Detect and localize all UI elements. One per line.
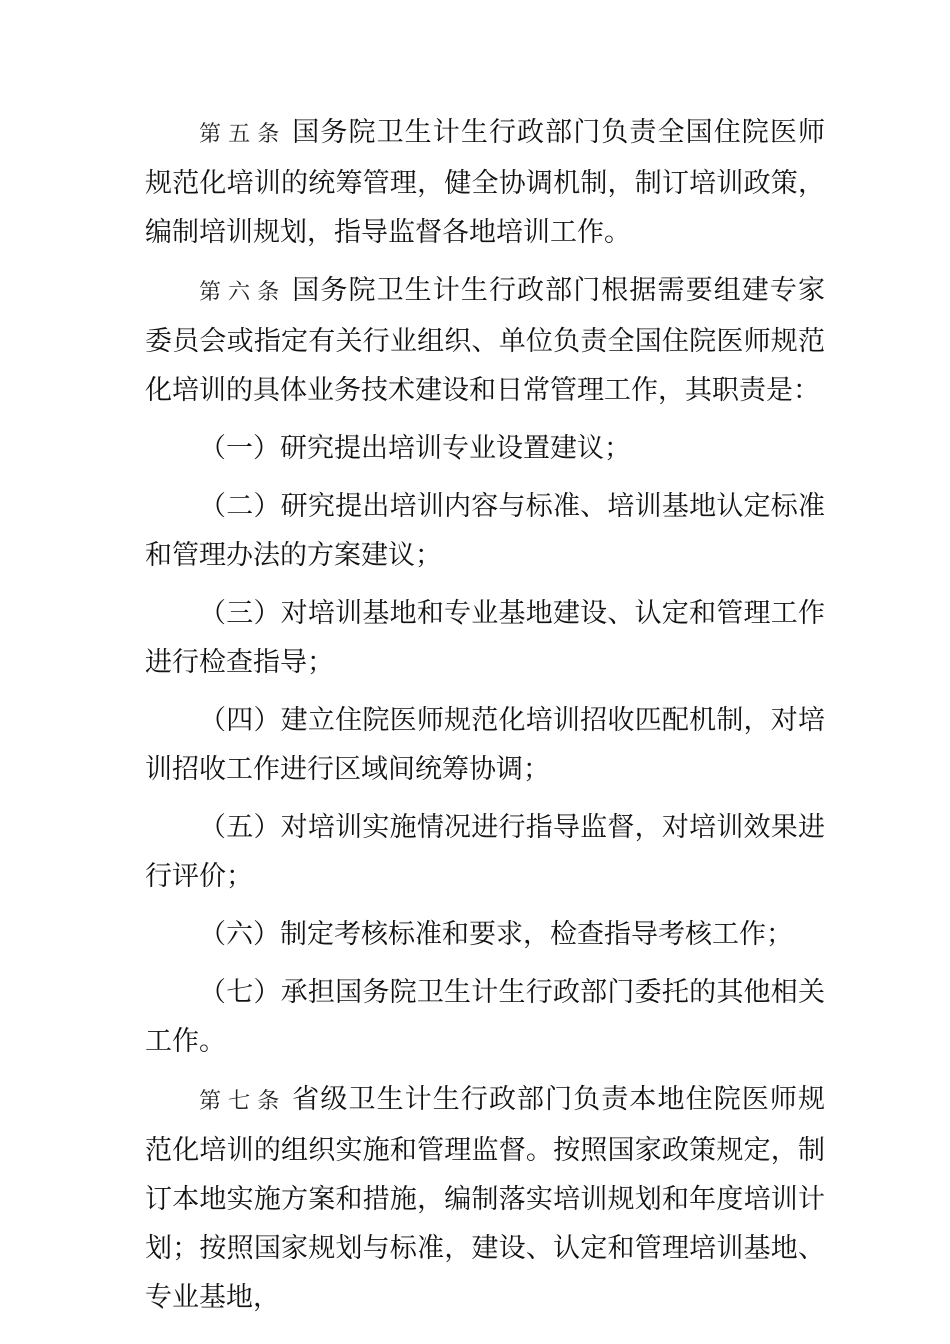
duty-item-2: （二）研究提出培训内容与标准、培训基地认定标准和管理办法的方案建议； [145, 491, 825, 571]
article-7-text: 省级卫生计生行政部门负责本地住院医师规范化培训的组织实施和管理监督。按照国家政策规定，制订本地实施方案和措施，编制落实培训规划和年度培训计划；按照国家规划与标准，建设、认定和管理培训基地、专业基地， [145, 1084, 825, 1313]
duty-item-1: （一）研究提出培训专业设置建议； [199, 433, 631, 464]
article-5-text: 国务院卫生计生行政部门负责全国住院医师规范化培训的统筹管理，健全协调机制，制订培训政策，编制培训规划，指导监督各地培训工作。 [145, 117, 825, 248]
article-5-heading: 第五条 [199, 122, 287, 147]
duty-item-3: （三）对培训基地和专业基地建设、认定和管理工作进行检查指导； [145, 598, 825, 678]
duty-item-5: （五）对培训实施情况进行指导监督，对培训效果进行评价； [145, 812, 825, 892]
duty-item-7: （七）承担国务院卫生计生行政部门委托的其他相关工作。 [145, 977, 825, 1057]
article-7 [145, 1075, 825, 1322]
article-6-text: 国务院卫生计生行政部门根据需要组建专家委员会或指定有关行业组织、单位负责全国住院医师规范化培训的具体业务技术建设和日常管理工作，其职责是： [145, 275, 825, 406]
document-page [145, 108, 825, 1331]
article-7-heading: 第七条 [199, 1089, 287, 1114]
article-5 [145, 108, 825, 257]
article-6-heading: 第六条 [199, 280, 287, 305]
duty-item-6: （六）制定考核标准和要求，检查指导考核工作； [199, 919, 793, 950]
article-6 [145, 266, 825, 415]
duty-item-4: （四）建立住院医师规范化培训招收匹配机制，对培训招收工作进行区域间统筹协调； [145, 705, 825, 785]
